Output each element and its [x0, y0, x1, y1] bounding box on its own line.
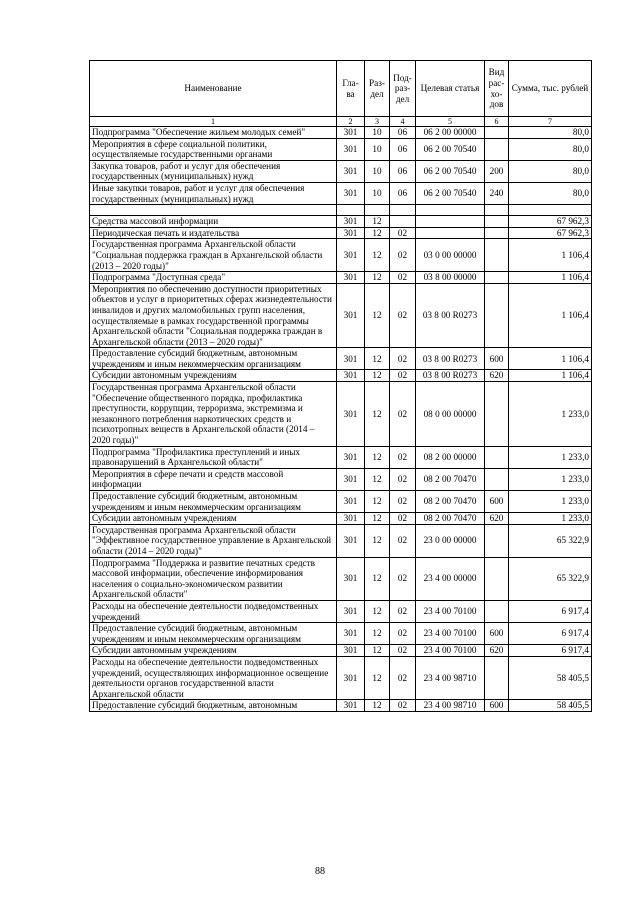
cell-chapter: 301: [337, 513, 365, 525]
cell-name: Подпрограмма "Профилактика преступлений и иных правонарушений в Архангельской области": [90, 446, 337, 468]
cell-type: [485, 216, 509, 228]
cell-target: 23 4 00 70100: [416, 623, 485, 645]
cell-subsection: 02: [390, 656, 416, 699]
cell-target: 23 4 00 70100: [416, 600, 485, 622]
cell-target: [416, 227, 485, 239]
cell-target: 06 2 00 70540: [416, 160, 485, 182]
column-number: 7: [509, 117, 592, 127]
cell-name: Периодическая печать и издательства: [90, 227, 337, 239]
header-expense-type: Вид рас-хо-дов: [485, 61, 509, 117]
cell-section: 12: [365, 468, 390, 490]
cell-subsection: 02: [390, 227, 416, 239]
cell-name: Предоставление субсидий бюджетным, автономным учреждениям и иным некоммерческим организациям: [90, 623, 337, 645]
cell-amount: [509, 205, 592, 216]
table-row: [90, 160, 592, 182]
cell-subsection: 02: [390, 446, 416, 468]
cell-chapter: 301: [337, 557, 365, 600]
cell-section: [365, 205, 390, 216]
cell-chapter: 301: [337, 645, 365, 657]
cell-name: Подпрограмма "Обеспечение жильем молодых семей": [90, 127, 337, 139]
table-row: [90, 656, 592, 699]
cell-target: 03 8 00 R0273: [416, 370, 485, 382]
cell-subsection: 02: [390, 468, 416, 490]
cell-section: 12: [365, 524, 390, 557]
cell-chapter: 301: [337, 382, 365, 447]
header-target: Целевая статья: [416, 61, 485, 117]
cell-subsection: 02: [390, 239, 416, 272]
cell-type: [485, 468, 509, 490]
cell-type: [485, 283, 509, 348]
table-row: [90, 216, 592, 228]
cell-type: [485, 656, 509, 699]
cell-name: Субсидии автономным учреждениям: [90, 513, 337, 525]
cell-amount: 80,0: [509, 127, 592, 139]
cell-chapter: 301: [337, 700, 365, 712]
cell-subsection: 02: [390, 600, 416, 622]
cell-type: 600: [485, 700, 509, 712]
cell-section: 10: [365, 160, 390, 182]
table-row: [90, 513, 592, 525]
cell-name: Предоставление субсидий бюджетным, автономным учреждениям и иным некоммерческим организациям: [90, 491, 337, 513]
cell-type: [485, 446, 509, 468]
table-row: [90, 272, 592, 284]
cell-section: 12: [365, 600, 390, 622]
cell-type: 240: [485, 182, 509, 204]
cell-target: 08 2 00 70470: [416, 513, 485, 525]
cell-subsection: 06: [390, 138, 416, 160]
cell-chapter: 301: [337, 227, 365, 239]
cell-subsection: 06: [390, 182, 416, 204]
cell-chapter: 301: [337, 656, 365, 699]
cell-subsection: 02: [390, 623, 416, 645]
cell-type: [485, 127, 509, 139]
cell-chapter: 301: [337, 272, 365, 284]
cell-amount: 1 106,4: [509, 239, 592, 272]
cell-type: 620: [485, 513, 509, 525]
table-row: [90, 524, 592, 557]
table-row: [90, 227, 592, 239]
cell-amount: 6 917,4: [509, 645, 592, 657]
column-number: 3: [365, 117, 390, 127]
cell-name: Государственная программа Архангельской области "Обеспечение общественного порядка, профилактика преступности, коррупции, терроризма, экстремизма и незаконного потребления наркотических средств и психотропных веществ в Архангельской области (2014 – 2020 годы)": [90, 382, 337, 447]
cell-target: 03 8 00 R0273: [416, 283, 485, 348]
table-row: [90, 557, 592, 600]
table-row: [90, 205, 592, 216]
cell-section: 12: [365, 557, 390, 600]
cell-amount: 67 962,3: [509, 216, 592, 228]
cell-section: 10: [365, 127, 390, 139]
cell-type: [485, 138, 509, 160]
cell-chapter: 301: [337, 138, 365, 160]
table-row: [90, 700, 592, 712]
cell-section: 10: [365, 182, 390, 204]
cell-amount: 1 233,0: [509, 513, 592, 525]
table-row: [90, 239, 592, 272]
page-number: 88: [315, 866, 325, 877]
cell-amount: 1 106,4: [509, 370, 592, 382]
cell-target: 03 8 00 00000: [416, 272, 485, 284]
table-body: [90, 127, 592, 712]
cell-type: [485, 557, 509, 600]
cell-section: 10: [365, 138, 390, 160]
cell-section: 12: [365, 623, 390, 645]
cell-amount: 80,0: [509, 160, 592, 182]
table-row: [90, 283, 592, 348]
cell-section: 12: [365, 348, 390, 370]
header-chapter: Гла-ва: [337, 61, 365, 117]
cell-section: 12: [365, 239, 390, 272]
cell-subsection: 02: [390, 283, 416, 348]
cell-chapter: 301: [337, 524, 365, 557]
cell-section: 12: [365, 283, 390, 348]
table-row: [90, 348, 592, 370]
cell-name: Предоставление субсидий бюджетным, автономным учреждениям и иным некоммерческим организациям: [90, 348, 337, 370]
cell-chapter: 301: [337, 283, 365, 348]
cell-subsection: 02: [390, 272, 416, 284]
table-row: [90, 370, 592, 382]
header-row: [90, 61, 592, 117]
cell-target: [416, 205, 485, 216]
cell-target: 23 0 00 00000: [416, 524, 485, 557]
cell-section: 12: [365, 227, 390, 239]
cell-chapter: 301: [337, 446, 365, 468]
cell-target: 08 0 00 00000: [416, 382, 485, 447]
cell-name: Государственная программа Архангельской области "Социальная поддержка граждан в Архангельской области (2013 – 2020 годы)": [90, 239, 337, 272]
cell-amount: 1 106,4: [509, 272, 592, 284]
cell-type: 620: [485, 370, 509, 382]
table-row: [90, 446, 592, 468]
cell-type: [485, 227, 509, 239]
cell-amount: 80,0: [509, 138, 592, 160]
cell-amount: 1 106,4: [509, 283, 592, 348]
table-row: [90, 623, 592, 645]
cell-target: 08 2 00 00000: [416, 446, 485, 468]
cell-target: 06 2 00 70540: [416, 138, 485, 160]
cell-type: [485, 382, 509, 447]
header-subsection: Под-раз-дел: [390, 61, 416, 117]
cell-amount: 67 962,3: [509, 227, 592, 239]
cell-name: Мероприятия по обеспечению доступности приоритетных объектов и услуг в приоритетных сферах жизнедеятельности инвалидов и других маломобильных групп населения, осуществляемые в рамках государственной программы Архангельской области "Социальная поддержка граждан в Архангельской области (2013 – 2020 годы)": [90, 283, 337, 348]
cell-amount: 1 233,0: [509, 491, 592, 513]
cell-type: [485, 239, 509, 272]
cell-amount: 58 405,5: [509, 656, 592, 699]
header-section: Раз-дел: [365, 61, 390, 117]
cell-subsection: 02: [390, 382, 416, 447]
cell-chapter: 301: [337, 370, 365, 382]
cell-section: 12: [365, 700, 390, 712]
header-name: Наименование: [90, 61, 337, 117]
cell-section: 12: [365, 216, 390, 228]
cell-section: 12: [365, 382, 390, 447]
cell-subsection: 02: [390, 370, 416, 382]
column-number: 1: [90, 117, 337, 127]
cell-name: Предоставление субсидий бюджетным, автономным: [90, 700, 337, 712]
cell-subsection: 02: [390, 348, 416, 370]
cell-section: 12: [365, 491, 390, 513]
cell-target: 08 2 00 70470: [416, 491, 485, 513]
cell-chapter: 301: [337, 160, 365, 182]
cell-chapter: 301: [337, 216, 365, 228]
cell-chapter: 301: [337, 600, 365, 622]
column-numbers-row: [90, 117, 592, 127]
cell-target: 23 4 00 70100: [416, 645, 485, 657]
cell-subsection: 02: [390, 557, 416, 600]
cell-amount: 1 233,0: [509, 468, 592, 490]
table-row: [90, 600, 592, 622]
cell-chapter: 301: [337, 239, 365, 272]
cell-chapter: 301: [337, 182, 365, 204]
column-number: 6: [485, 117, 509, 127]
cell-name: Закупка товаров, работ и услуг для обеспечения государственных (муниципальных) нужд: [90, 160, 337, 182]
cell-name: Расходы на обеспечение деятельности подведомственных учреждений: [90, 600, 337, 622]
column-number: 2: [337, 117, 365, 127]
cell-name: Субсидии автономным учреждениям: [90, 370, 337, 382]
cell-target: 06 2 00 70540: [416, 182, 485, 204]
cell-name: Расходы на обеспечение деятельности подведомственных учреждений, осуществляющих информационное освещение деятельности органов государственной власти Архангельской области: [90, 656, 337, 699]
table-row: [90, 491, 592, 513]
table-row: [90, 382, 592, 447]
cell-target: 23 4 00 98710: [416, 700, 485, 712]
cell-name: Мероприятия в сфере социальной политики, осуществляемые государственными органами: [90, 138, 337, 160]
cell-name: Иные закупки товаров, работ и услуг для обеспечения государственных (муниципальных) нужд: [90, 182, 337, 204]
column-number: 5: [416, 117, 485, 127]
cell-amount: 65 322,9: [509, 524, 592, 557]
table-row: [90, 182, 592, 204]
table-row: [90, 645, 592, 657]
cell-amount: 1 233,0: [509, 446, 592, 468]
cell-type: 600: [485, 491, 509, 513]
cell-type: [485, 600, 509, 622]
cell-name: [90, 205, 337, 216]
cell-name: Мероприятия в сфере печати и средств массовой информации: [90, 468, 337, 490]
cell-amount: 1 106,4: [509, 348, 592, 370]
cell-type: [485, 272, 509, 284]
cell-chapter: 301: [337, 468, 365, 490]
cell-section: 12: [365, 513, 390, 525]
cell-chapter: [337, 205, 365, 216]
table-row: [90, 138, 592, 160]
cell-subsection: [390, 205, 416, 216]
table-row: [90, 127, 592, 139]
cell-target: [416, 216, 485, 228]
cell-type: [485, 524, 509, 557]
column-number: 4: [390, 117, 416, 127]
cell-target: 23 4 00 00000: [416, 557, 485, 600]
budget-table: [89, 60, 592, 712]
cell-name: Подпрограмма "Поддержка и развитие печатных средств массовой информации, обеспечение информирования населения о социально-экономическом развитии Архангельской области": [90, 557, 337, 600]
cell-amount: 6 917,4: [509, 623, 592, 645]
cell-target: 08 2 00 70470: [416, 468, 485, 490]
cell-chapter: 301: [337, 623, 365, 645]
cell-section: 12: [365, 446, 390, 468]
cell-subsection: 02: [390, 491, 416, 513]
cell-name: Государственная программа Архангельской области "Эффективное государственное управление в Архангельской области (2014 – 2020 годы)": [90, 524, 337, 557]
cell-subsection: 02: [390, 700, 416, 712]
cell-type: 620: [485, 645, 509, 657]
cell-subsection: 06: [390, 160, 416, 182]
cell-section: 12: [365, 656, 390, 699]
cell-subsection: 02: [390, 513, 416, 525]
cell-amount: 58 405,5: [509, 700, 592, 712]
table-row: [90, 468, 592, 490]
cell-target: 23 4 00 98710: [416, 656, 485, 699]
cell-chapter: 301: [337, 491, 365, 513]
cell-amount: 80,0: [509, 182, 592, 204]
cell-target: 03 8 00 R0273: [416, 348, 485, 370]
cell-chapter: 301: [337, 348, 365, 370]
cell-name: Подпрограмма "Доступная среда": [90, 272, 337, 284]
cell-type: [485, 205, 509, 216]
cell-type: 600: [485, 348, 509, 370]
cell-section: 12: [365, 645, 390, 657]
cell-type: 200: [485, 160, 509, 182]
cell-subsection: 06: [390, 127, 416, 139]
cell-amount: 6 917,4: [509, 600, 592, 622]
header-amount: Сумма, тыс. рублей: [509, 61, 592, 117]
cell-section: 12: [365, 370, 390, 382]
cell-target: 03 0 00 00000: [416, 239, 485, 272]
cell-type: 600: [485, 623, 509, 645]
cell-name: Средства массовой информации: [90, 216, 337, 228]
cell-subsection: 02: [390, 524, 416, 557]
cell-subsection: 02: [390, 645, 416, 657]
cell-amount: 65 322,9: [509, 557, 592, 600]
cell-name: Субсидии автономным учреждениям: [90, 645, 337, 657]
cell-amount: 1 233,0: [509, 382, 592, 447]
cell-chapter: 301: [337, 127, 365, 139]
cell-target: 06 2 00 00000: [416, 127, 485, 139]
cell-subsection: [390, 216, 416, 228]
cell-section: 12: [365, 272, 390, 284]
